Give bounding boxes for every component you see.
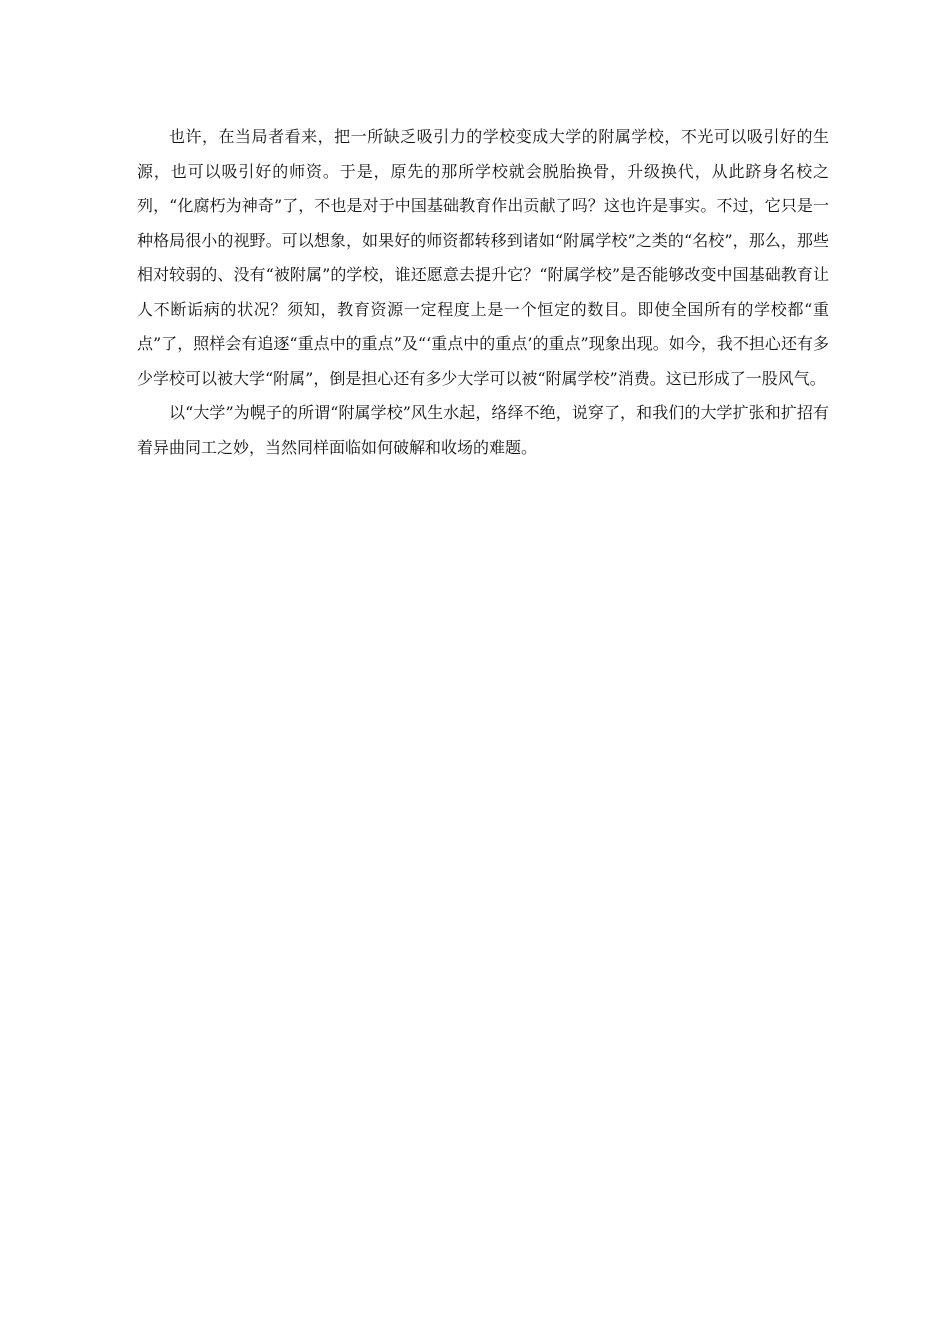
article-body bbox=[137, 120, 829, 465]
paragraph-1: 也许，在当局者看来，把一所缺乏吸引力的学校变成大学的附属学校，不光可以吸引好的生源，也可以吸引好的师资。于是，原先的那所学校就会脱胎换骨，升级换代，从此跻身名校之列，“化腐朽为神奇”了，不也是对于中国基础教育作出贡献了吗？这也许是事实。不过，它只是一种格局很小的视野。可以想象，如果好的师资都转移到诸如“附属学校”之类的“名校”，那么，那些相对较弱的、没有“被附属”的学校，谁还愿意去提升它？“附属学校”是否能够改变中国基础教育让人不断诟病的状况？须知，教育资源一定程度上是一个恒定的数目。即使全国所有的学校都“重点”了，照样会有追逐“重点中的重点”及“‘重点中的重点’的重点”现象出现。如今，我不担心还有多少学校可以被大学“附属”，倒是担心还有多少大学可以被“附属学校”消费。这已形成了一股风气。 bbox=[137, 127, 829, 388]
paragraph-2: 以“大学”为幌子的所谓“附属学校”风生水起，络绎不绝，说穿了，和我们的大学扩张和扩招有着异曲同工之妙，当然同样面临如何破解和收场的难题。 bbox=[137, 403, 829, 457]
